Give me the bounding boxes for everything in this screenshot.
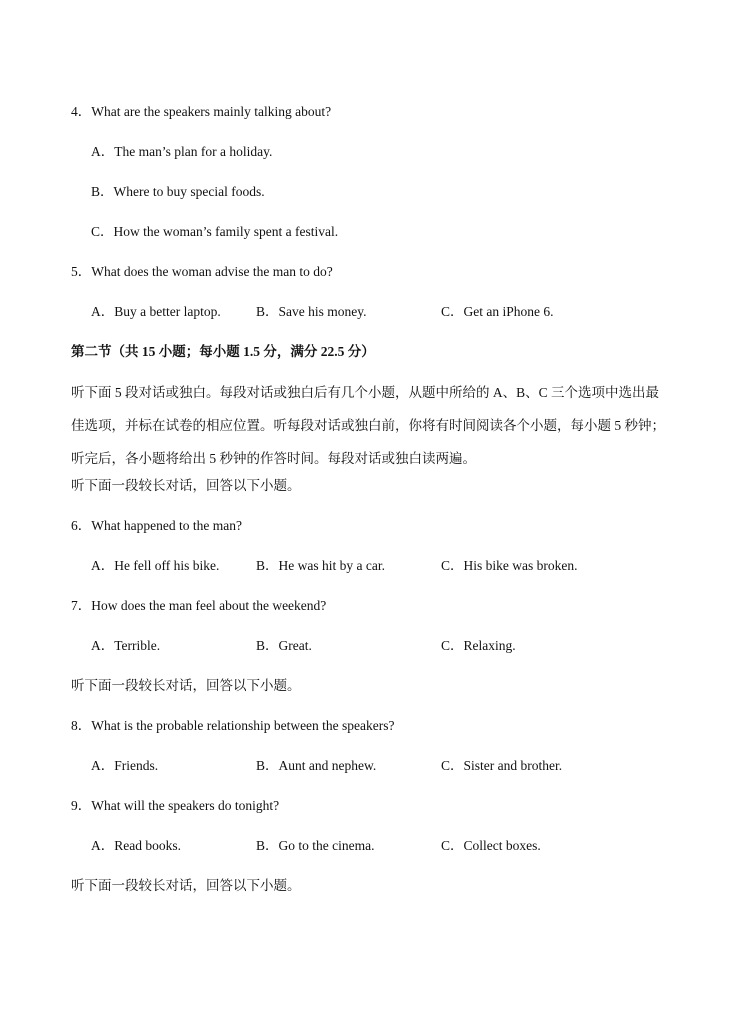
question-6-option-c: C．His bike was broken. xyxy=(441,558,578,573)
question-7-option-b: B．Great. xyxy=(256,638,312,653)
question-6-option-a: A．He fell off his bike. xyxy=(91,558,220,573)
question-6-stem: 6．What happened to the man? xyxy=(71,518,242,533)
question-8-option-c: C．Sister and brother. xyxy=(441,758,563,773)
question-9-option-c: C．Collect boxes. xyxy=(441,838,541,853)
section-2-title: 第二节（共 15 小题；每小题 1.5 分，满分 22.5 分） xyxy=(71,344,375,359)
listening-intro-1: 听下面一段较长对话，回答以下小题。 xyxy=(71,478,301,493)
question-7-option-a: A．Terrible. xyxy=(91,638,161,653)
question-5-option-c: C．Get an iPhone 6. xyxy=(441,304,554,319)
question-7-option-c: C．Relaxing. xyxy=(441,638,516,653)
question-9-option-b: B．Go to the cinema. xyxy=(256,838,375,853)
question-9-option-a: A．Read books. xyxy=(91,838,181,853)
question-4-option-b: B．Where to buy special foods. xyxy=(91,184,265,199)
listening-intro-3: 听下面一段较长对话，回答以下小题。 xyxy=(71,878,301,893)
question-4-option-a: A．The man’s plan for a holiday. xyxy=(91,144,273,159)
question-7-stem: 7．How does the man feel about the weekend? xyxy=(71,598,327,613)
question-8-option-a: A．Friends. xyxy=(91,758,159,773)
question-5-stem: 5．What does the woman advise the man to do? xyxy=(71,264,333,279)
question-5-option-b: B．Save his money. xyxy=(256,304,367,319)
question-8-option-b: B．Aunt and nephew. xyxy=(256,758,377,773)
listening-intro-2: 听下面一段较长对话，回答以下小题。 xyxy=(71,678,301,693)
question-4-option-c: C．How the woman’s family spent a festival. xyxy=(91,224,339,239)
question-9-stem: 9．What will the speakers do tonight? xyxy=(71,798,280,813)
section-2-instructions: 听下面 5 段对话或独白。每段对话或独白后有几个小题，从题中所给的 A、B、C 三个选项中选出最佳选项，并标在试卷的相应位置。听每段对话或独白前，你将有时间阅读各个小题，每小题 5 秒钟；听完后，各小题将给出 5 秒钟的作答时间。每段对话或独白读两遍。 xyxy=(71,385,665,466)
question-4-stem: 4．What are the speakers mainly talking about? xyxy=(71,104,332,119)
question-6-option-b: B．He was hit by a car. xyxy=(256,558,385,573)
question-8-stem: 8．What is the probable relationship between the speakers? xyxy=(71,718,395,733)
question-5-option-a: A．Buy a better laptop. xyxy=(91,304,221,319)
